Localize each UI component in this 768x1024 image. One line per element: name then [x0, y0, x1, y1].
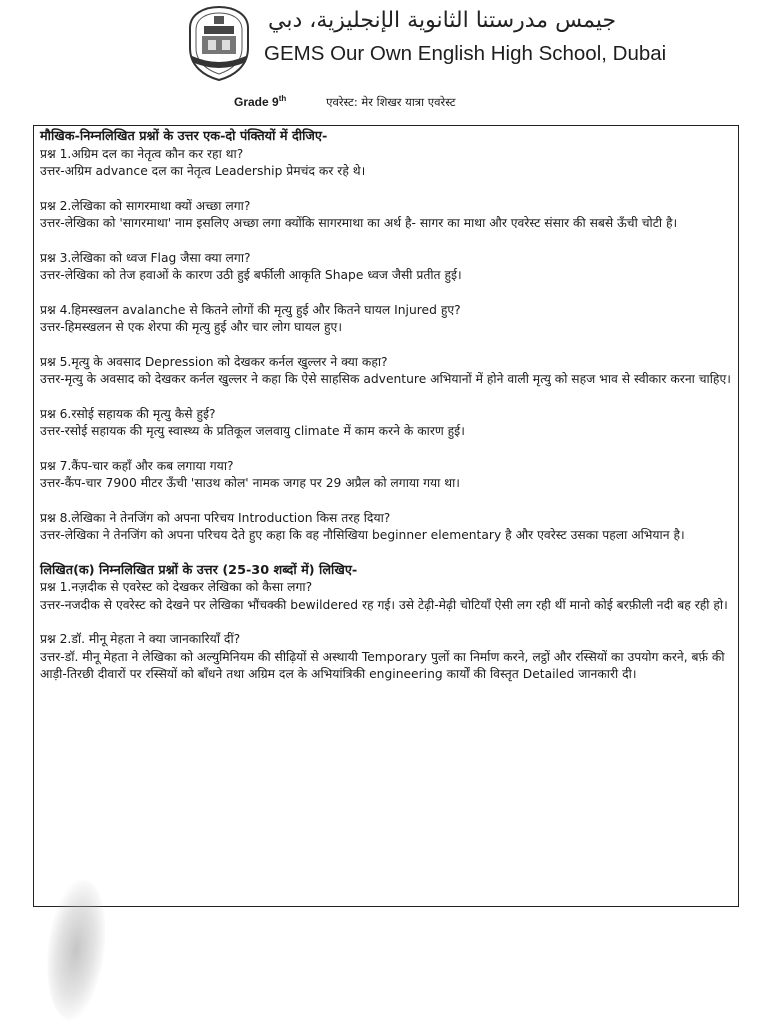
- answer: उत्तर-लेखिका को 'सागरमाथा' नाम इसलिए अच्छा लगा क्योंकि सागरमाथा का अर्थ है- सागर का माथा और एवरेस्ट संसार की सबसे ऊँची चोटी है।: [40, 216, 678, 230]
- answer: उत्तर-कैंप-चार 7900 मीटर ऊँची 'साउथ कोल' नामक जगह पर 29 अप्रैल को लगाया गया था।: [40, 476, 460, 490]
- question: प्रश्न 1.नज़दीक से एवरेस्ट को देखकर लेखिका को कैसा लगा?: [40, 580, 313, 594]
- question: प्रश्न 2.डॉ. मीनू मेहता ने क्या जानकारियाँ दीं?: [40, 632, 241, 646]
- qa-item: [40, 510, 732, 545]
- worksheet-box: [33, 125, 739, 907]
- question: प्रश्न 3.लेखिका को ध्वज Flag जैसा क्या लगा?: [40, 250, 251, 265]
- section-heading: लिखित(क) निम्नलिखित प्रश्नों के उत्तर (25-30 शब्दों में) लिखिए-: [40, 562, 358, 578]
- qa-item: [40, 458, 732, 493]
- question: प्रश्न 8.लेखिका ने तेनजिंग को अपना परिचय Introduction किस तरह दिया?: [40, 510, 391, 525]
- question: प्रश्न 2.लेखिका को सागरमाथा क्यों अच्छा लगा?: [40, 198, 251, 213]
- chapter-title: एवरेस्ट: मेर शिखर यात्रा एवरेस्ट: [326, 95, 456, 109]
- letterhead: [0, 0, 768, 90]
- qa-item: [40, 198, 732, 233]
- section-heading: मौखिक-निम्नलिखित प्रश्नों के उत्तर एक-दो पंक्तियों में दीजिए-: [40, 129, 328, 144]
- answer: उत्तर-लेखिका ने तेनजिंग को अपना परिचय देते हुए कहा कि वह नौसिखिया beginner elementary है और एवरेस्ट उसका पहला अभियान है।: [40, 528, 685, 542]
- answer: उत्तर-अग्रिम advance दल का नेतृत्व Leadership प्रेमचंद कर रहे थे।: [40, 164, 366, 178]
- qa-item: [40, 302, 732, 337]
- arabic-school-name: جيمس مدرستنا الثانوية الإنجليزية، دبي: [268, 8, 617, 33]
- question: प्रश्न 5.मृत्यु के अवसाद Depression को देखकर कर्नल खुल्लर ने क्या कहा?: [40, 354, 388, 369]
- school-crest-logo: [186, 4, 252, 82]
- qa-item: [40, 579, 732, 614]
- qa-item: [40, 250, 732, 285]
- question: प्रश्न 6.रसोई सहायक की मृत्यु कैसे हुई?: [40, 406, 216, 421]
- school-name: GEMS Our Own English High School, Dubai: [264, 42, 667, 65]
- grade-label: Grade 9th: [234, 94, 287, 109]
- answer: उत्तर-लेखिका को तेज हवाओं के कारण उठी हुई बर्फीली आकृति Shape ध्वज जैसी प्रतीत हुई।: [40, 268, 462, 282]
- question: प्रश्न 7.कैंप-चार कहाँ और कब लगाया गया?: [40, 458, 234, 473]
- answer: उत्तर-हिमस्खलन से एक शेरपा की मृत्यु हुई और चार लोग घायल हुए।: [40, 320, 343, 334]
- answer: उत्तर-नजदीक से एवरेस्ट को देखने पर लेखिका भौंचक्की bewildered रह गई। उसे टेढ़ी-मेढ़ी चोटियाँ ऐसी लग रही थीं मानो कोई बरफ़ीली नदी बह रही हो।: [40, 597, 728, 612]
- qa-item: [40, 146, 732, 181]
- answer: उत्तर-मृत्यु के अवसाद को देखकर कर्नल खुल्लर ने कहा कि ऐसे साहसिक adventure अभियानों में होने वाली मृत्यु को सहज भाव से स्वीकार करना चाहिए।: [40, 372, 731, 386]
- grade-and-chapter: [234, 94, 456, 110]
- section-written: [40, 562, 732, 684]
- answer: उत्तर-रसोई सहायक की मृत्यु स्वास्थ्य के प्रतिकूल जलवायु climate में काम करने के कारण हुई।: [40, 424, 465, 438]
- qa-item: [40, 406, 732, 441]
- qa-item: [40, 354, 732, 389]
- answer: उत्तर-डॉ. मीनू मेहता ने लेखिका को अल्युमिनियम की सीढ़ियों से अस्थायी Temporary पुलों का निर्माण करने, लट्ठों और रस्सियों का उपयोग करने, बर्फ़ की आड़ी-तिरछी दीवारों पर रस्सियों को बाँधने तथा अग्रिम दल के अभियांत्रिकी engineering कार्यों की विस्तृत Detailed जानकारी दी।: [40, 649, 725, 681]
- qa-item: [40, 631, 732, 684]
- question: प्रश्न 1.अग्रिम दल का नेतृत्व कौन कर रहा था?: [40, 146, 244, 161]
- question: प्रश्न 4.हिमस्खलन avalanche से कितने लोगों की मृत्यु हुई और कितने घायल Injured हुए?: [40, 302, 461, 317]
- section-oral: [40, 128, 732, 545]
